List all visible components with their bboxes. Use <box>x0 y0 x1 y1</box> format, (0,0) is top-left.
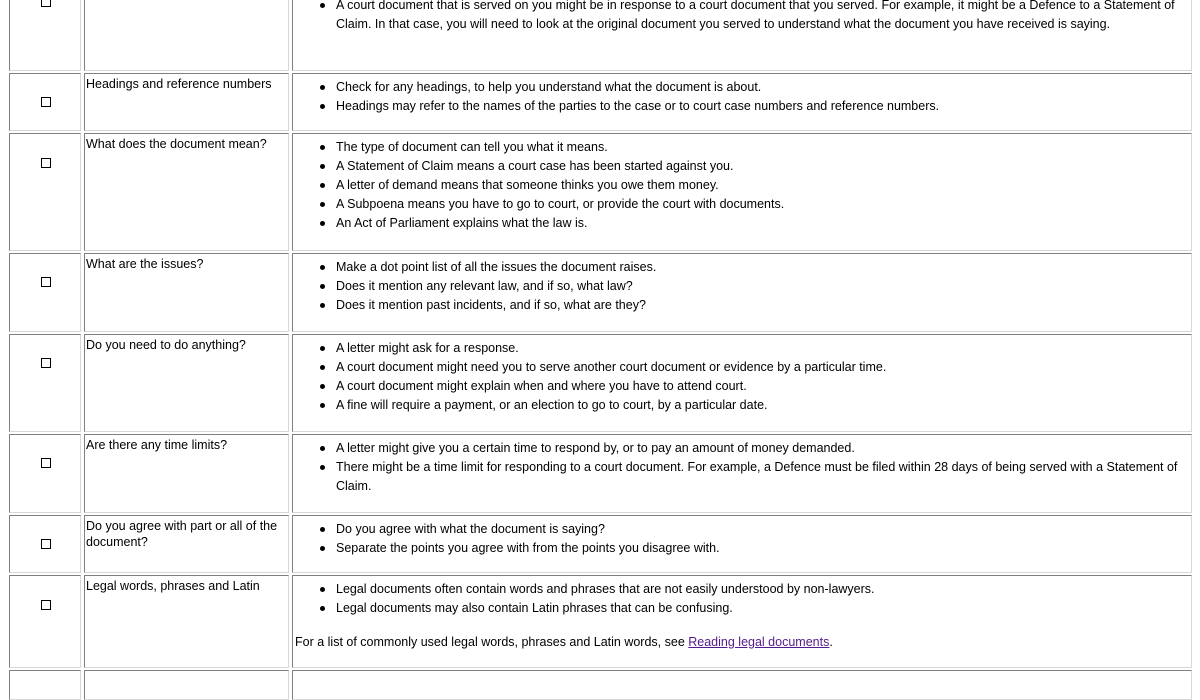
bullet-list <box>317 520 1187 558</box>
heading-cell <box>84 434 289 513</box>
bullet-list <box>317 580 1187 618</box>
list-item: A letter might give you a certain time to respond by, or to pay an amount of money demanded. <box>317 439 1187 458</box>
row-heading: Do you need to do anything? <box>86 338 246 352</box>
checkbox-cell <box>9 575 81 668</box>
row-checkbox[interactable] <box>41 277 51 287</box>
row-heading: Do you agree with part or all of the document? <box>86 519 278 549</box>
row-checkbox[interactable] <box>41 158 51 168</box>
list-item: A letter of demand means that someone thinks you owe them money. <box>317 176 1187 195</box>
bullet-list <box>317 0 1187 34</box>
row-checkbox[interactable] <box>41 358 51 368</box>
table-row <box>9 434 1192 513</box>
table-row <box>9 0 1192 71</box>
note-text: For a list of commonly used legal words, phrases and Latin words, see <box>295 635 689 649</box>
details-cell <box>292 334 1192 432</box>
list-item: A Subpoena means you have to go to court, or provide the court with documents. <box>317 195 1187 214</box>
checkbox-cell <box>9 434 81 513</box>
checkbox-cell <box>9 515 81 573</box>
checkbox-cell <box>9 0 81 71</box>
table-row <box>9 73 1192 131</box>
row-checkbox[interactable] <box>41 539 51 549</box>
table-row <box>9 253 1192 332</box>
heading-cell <box>84 73 289 131</box>
list-item: A court document might need you to serve another court document or evidence by a particular time. <box>317 358 1187 377</box>
heading-cell <box>84 515 289 573</box>
row-heading: Legal words, phrases and Latin <box>86 579 260 593</box>
heading-cell <box>84 133 289 251</box>
list-item: Legal documents often contain words and phrases that are not easily understood by non-lawyers. <box>317 580 1187 599</box>
details-cell <box>292 434 1192 513</box>
checkbox-cell <box>9 73 81 131</box>
heading-cell <box>84 253 289 332</box>
row-heading: Headings and reference numbers <box>86 77 272 91</box>
bullet-list <box>317 339 1187 415</box>
checkbox-cell <box>9 334 81 432</box>
bullet-list <box>317 258 1187 315</box>
list-item: A letter might ask for a response. <box>317 339 1187 358</box>
details-cell <box>292 133 1192 251</box>
list-item: There might be a time limit for responding to a court document. For example, a Defence must be filed within 28 days of being served with a Statement of Claim. <box>317 458 1187 496</box>
details-cell <box>292 0 1192 71</box>
list-item: Headings may refer to the names of the parties to the case or to court case numbers and reference numbers. <box>317 97 1187 116</box>
table-row <box>9 575 1192 668</box>
row-checkbox[interactable] <box>41 0 51 7</box>
list-item: Do you agree with what the document is saying? <box>317 520 1187 539</box>
table-row <box>9 515 1192 573</box>
heading-cell <box>84 334 289 432</box>
bullet-list <box>317 439 1187 496</box>
list-item: The type of document can tell you what it means. <box>317 138 1187 157</box>
list-item: A court document might explain when and where you have to attend court. <box>317 377 1187 396</box>
legal-words-note <box>295 633 1185 652</box>
details-cell <box>292 575 1192 668</box>
list-item: Make a dot point list of all the issues the document raises. <box>317 258 1187 277</box>
list-item: Legal documents may also contain Latin phrases that can be confusing. <box>317 599 1187 618</box>
list-item: An Act of Parliament explains what the law is. <box>317 214 1187 233</box>
checkbox-cell <box>9 133 81 251</box>
details-cell <box>292 73 1192 131</box>
row-checkbox[interactable] <box>41 458 51 468</box>
list-item: Separate the points you agree with from the points you disagree with. <box>317 539 1187 558</box>
row-heading: Are there any time limits? <box>86 438 228 452</box>
row-checkbox[interactable] <box>41 97 51 107</box>
note-suffix: . <box>829 635 833 649</box>
bullet-list <box>317 78 1187 116</box>
table-row <box>9 334 1192 432</box>
heading-cell <box>84 575 289 668</box>
list-item: A court document that is served on you might be in response to a court document that you served. For example, it might be a Defence to a Statement of Claim. In that case, you will need to look at the original document you served to understand what the document you have received is saying. <box>317 0 1187 34</box>
list-item: Does it mention any relevant law, and if so, what law? <box>317 277 1187 296</box>
heading-cell <box>84 0 289 71</box>
bullet-list <box>317 138 1187 233</box>
list-item: A fine will require a payment, or an election to go to court, by a particular date. <box>317 396 1187 415</box>
details-cell <box>292 253 1192 332</box>
checkbox-cell <box>9 253 81 332</box>
list-item: Check for any headings, to help you understand what the document is about. <box>317 78 1187 97</box>
row-heading: What are the issues? <box>86 257 204 271</box>
reading-legal-documents-link[interactable]: Reading legal documents <box>688 635 830 649</box>
details-cell <box>292 515 1192 573</box>
list-item: Does it mention past incidents, and if so, what are they? <box>317 296 1187 315</box>
table-row <box>9 133 1192 251</box>
list-item: A Statement of Claim means a court case has been started against you. <box>317 157 1187 176</box>
row-checkbox[interactable] <box>41 600 51 610</box>
row-heading: What does the document mean? <box>86 137 267 151</box>
